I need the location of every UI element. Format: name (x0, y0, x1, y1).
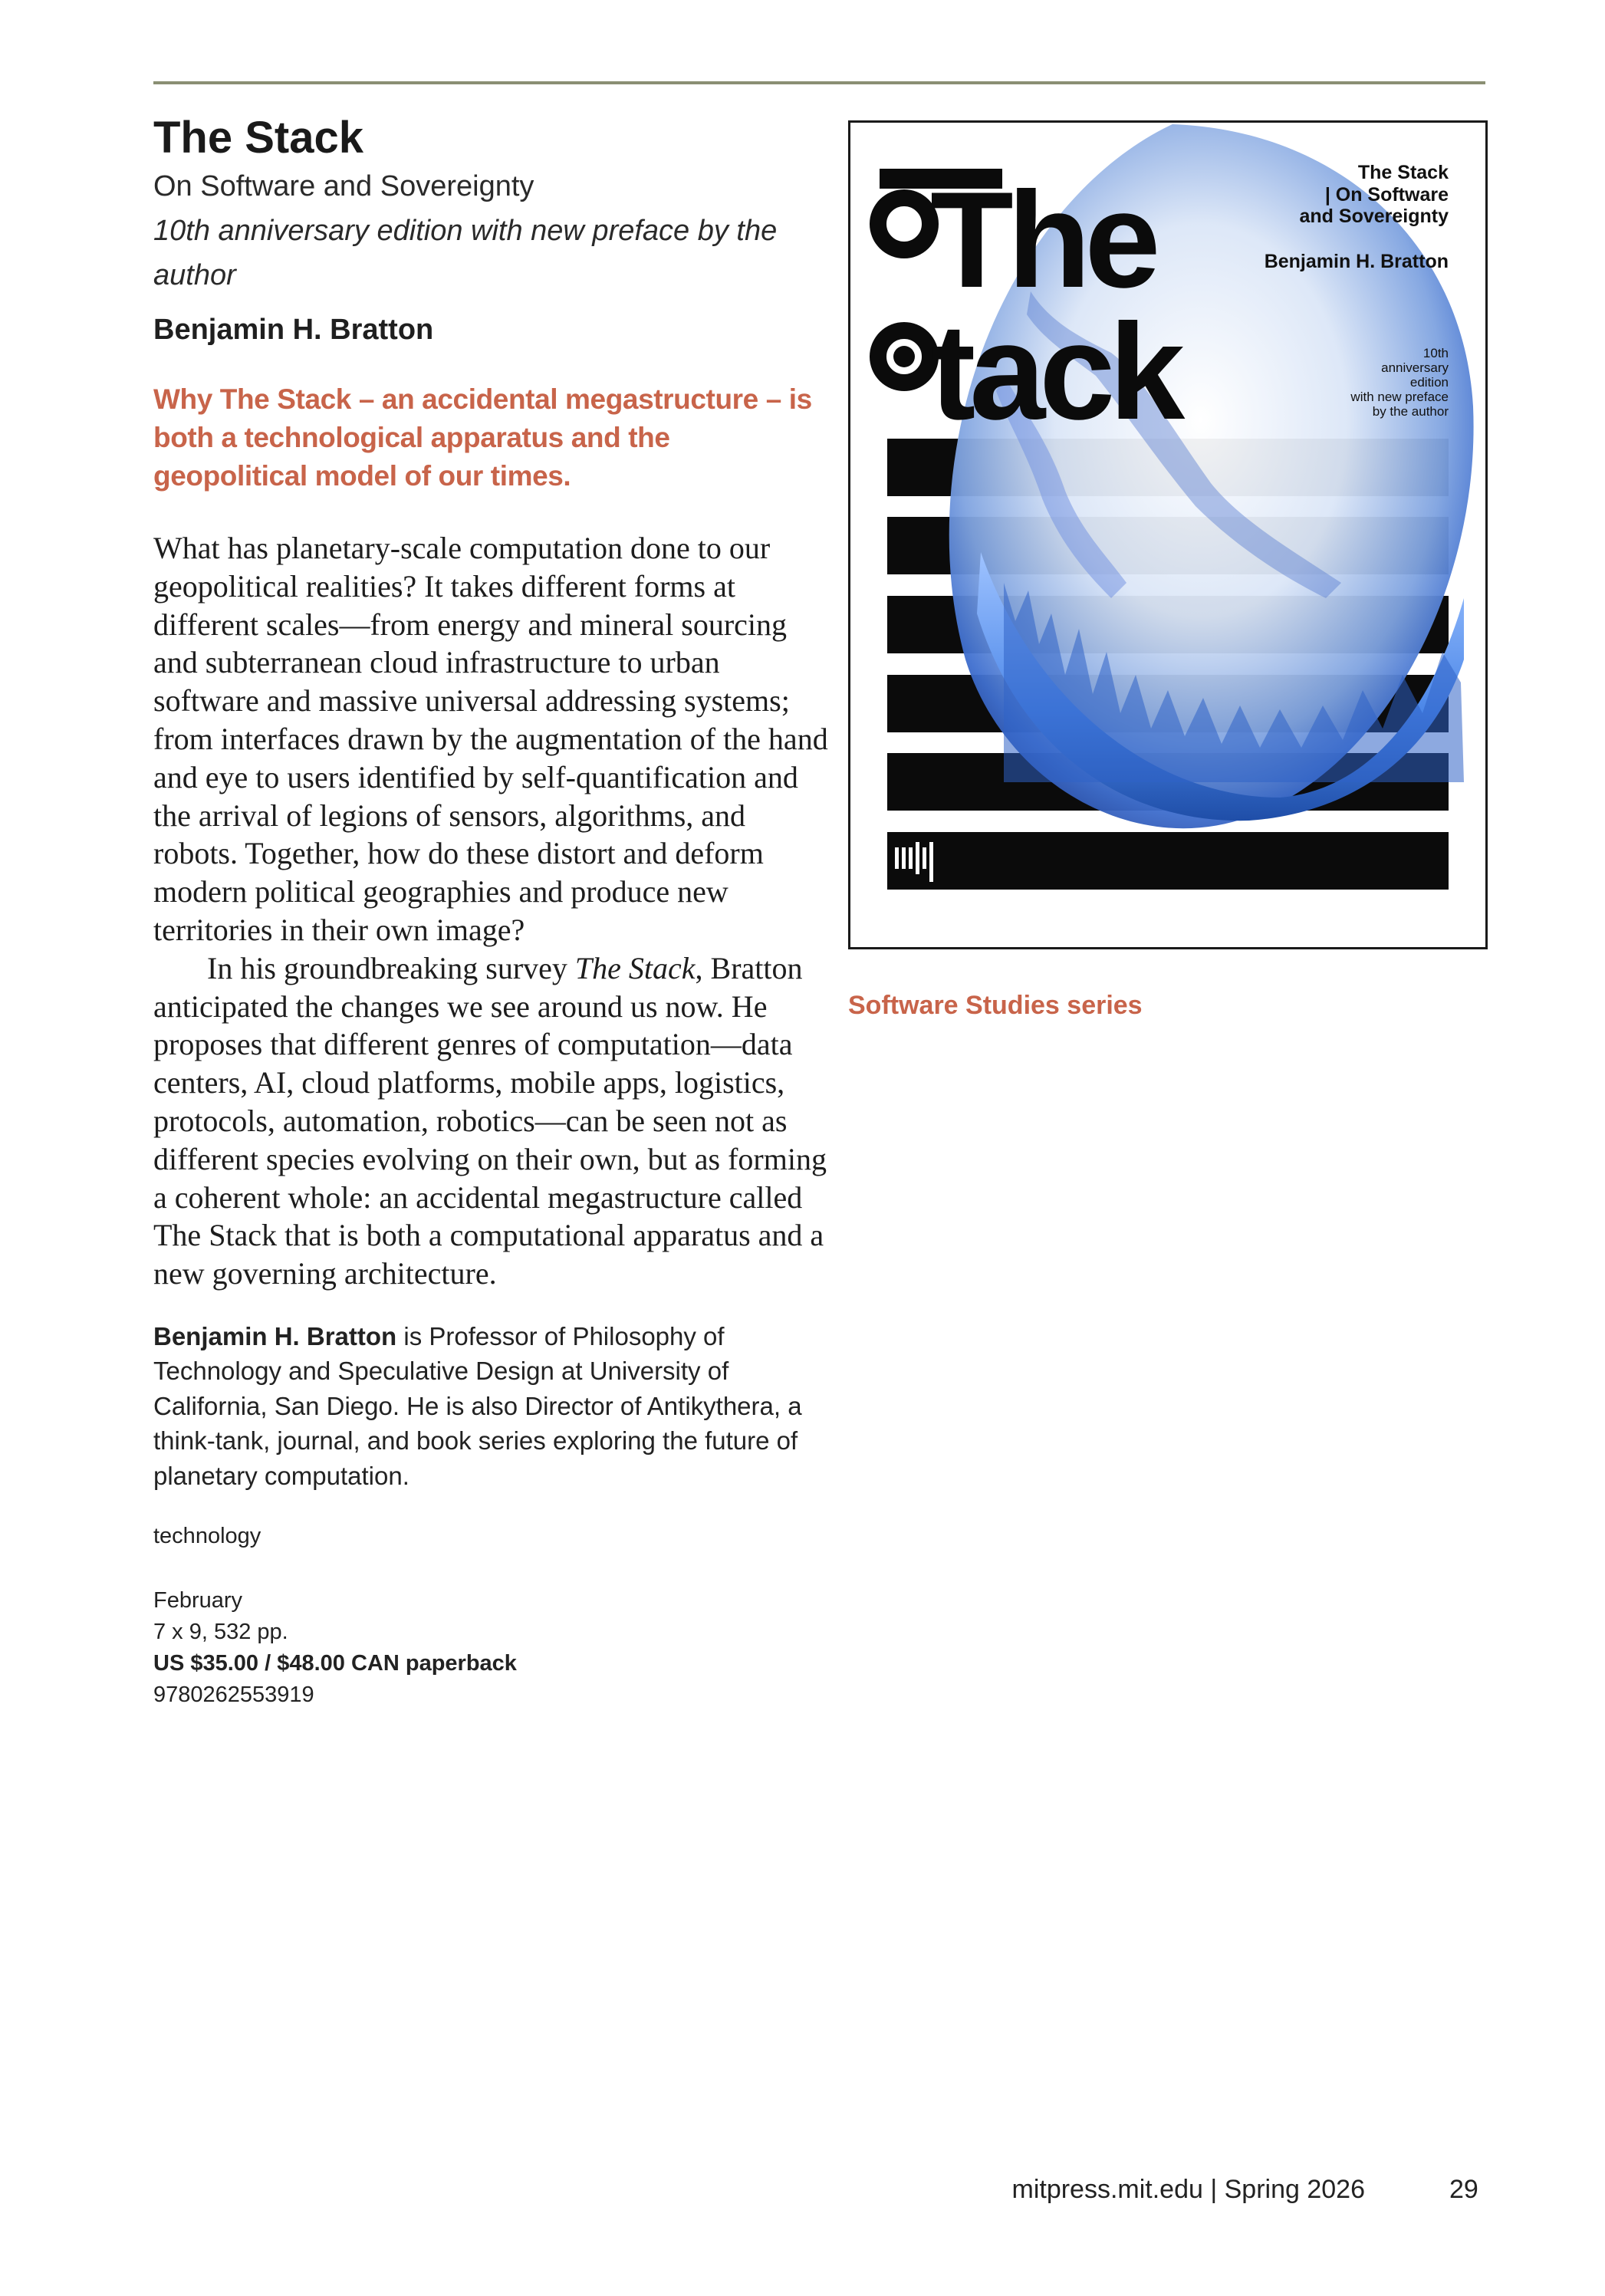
author-name: Benjamin H. Bratton (153, 314, 434, 346)
book-entry (153, 112, 828, 1711)
description-paragraph-2 (153, 949, 828, 1293)
isbn: 9780262553919 (153, 1683, 314, 1708)
cover-title-line-2: | On Software (1324, 184, 1449, 206)
book-specs (153, 1585, 828, 1711)
page-number: 29 (1449, 2175, 1478, 2204)
cover-edition-5: by the author (1372, 404, 1449, 419)
book-title-italic: The Stack (574, 950, 696, 985)
cover-author: Benjamin H. Bratton (1264, 251, 1449, 272)
cover-bar (887, 832, 1449, 890)
cover-art (850, 123, 1485, 947)
footer-site: mitpress.mit.edu | Spring 2026 (1011, 2175, 1365, 2204)
subject-category: technology (153, 1524, 261, 1549)
description-paragraph-1: What has planetary-scale computation done to our geopolitical realities? It takes different forms at different scales—from energy and mineral sourcing and subterranean cloud infrastructure to urban software and massive universal addressing systems; from interfaces drawn by the augmentation of the hand and eye to users identified by self-quantification and the arrival of legions of sensors, algorithms, and robots. Together, how do these distort and deform modern political geographies and produce new territories in their own image? (153, 531, 828, 947)
edition-note: 10th anniversary edition with new preface by the author (153, 215, 778, 291)
cover-edition-1: 10th (1422, 346, 1449, 360)
wordmark-ring-top (878, 198, 930, 250)
description-p2-before: In his groundbreaking survey (207, 950, 575, 985)
wordmark-dot (893, 346, 915, 367)
book-cover (848, 120, 1488, 949)
author-bio (153, 1319, 828, 1494)
top-rule (153, 81, 1485, 84)
cover-wordmark (878, 163, 1186, 448)
bio-author-name: Benjamin H. Bratton (153, 1321, 397, 1350)
cover-title-line-1: The Stack (1357, 162, 1449, 183)
series-label[interactable]: Software Studies series (848, 991, 1143, 1020)
cover-edition-2: anniversary (1381, 360, 1449, 375)
cover-big-word-the: The (930, 163, 1155, 316)
cover-edition-4: with new preface (1350, 390, 1449, 404)
book-subtitle: On Software and Sovereignty (153, 170, 534, 202)
cover-title-line-3: and Sovereignty (1299, 206, 1449, 227)
trim-and-pages: 7 x 9, 532 pp. (153, 1620, 288, 1645)
book-title: The Stack (153, 113, 363, 163)
pub-month: February (153, 1588, 243, 1613)
bio-text: is Professor of Philosophy of Technology and Speculative Design at University of California, San Diego. He is also Director of Antikythera, a think-tank, journal, and book series exploring the future of planetary computation. (153, 1321, 802, 1490)
price: US $35.00 / $48.00 CAN paperback (153, 1651, 517, 1676)
cover-edition-3: edition (1409, 375, 1449, 390)
description-p2-after: , Bratton anticipated the changes we see around us now. He proposes that different genres of computation—data centers, AI, cloud platforms, mobile apps, logistics, protocols, automation, robotics—can be seen not as different species evolving on their own, but as forming a coherent whole: an accidental megastructure called The Stack that is both a computational apparatus and a new governing architecture. (153, 950, 827, 1291)
description (153, 529, 828, 1293)
tagline: Why The Stack – an accidental megastructure – is both a technological apparatus and the geopolitical model of our times. (153, 383, 812, 492)
cover-big-word-stack: tack (930, 295, 1179, 448)
